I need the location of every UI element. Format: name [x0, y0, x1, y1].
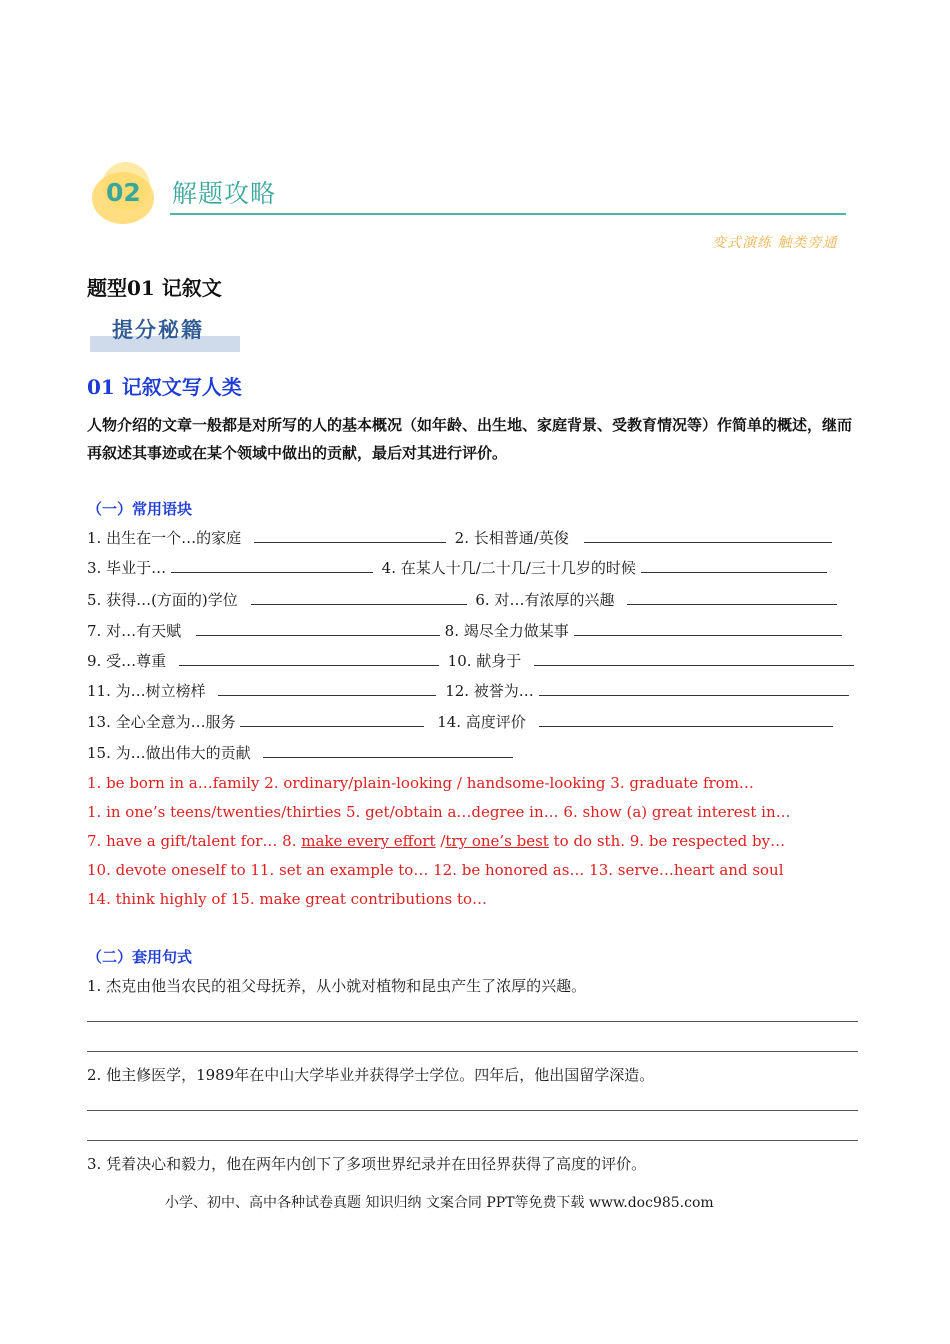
banner-subtitle: 变式演练 触类旁通 — [712, 235, 838, 251]
tip-label: 提分秘籍 — [112, 318, 204, 342]
answer-blank[interactable] — [574, 621, 842, 636]
phrase-item: 2. 长相普通/英俊 — [454, 529, 569, 547]
answer-line — [87, 831, 785, 851]
phrase-item: 10. 献身于 — [447, 652, 522, 670]
phrase-item: 14. 高度评价 — [437, 713, 526, 731]
phrase-item: 6. 对…有浓厚的兴趣 — [475, 591, 615, 609]
answer-text: 7. have a gift/talent for… 8. — [87, 832, 302, 850]
answer-line: 14. think highly of 15. make great contributions to… — [87, 890, 488, 908]
answer-blank[interactable] — [627, 590, 837, 605]
answer-text: to do sth. 9. be respected by… — [548, 832, 786, 850]
sentence-item: 3. 凭着决心和毅力，他在两年内创下了多项世界纪录并在田径界获得了高度的评价。 — [87, 1155, 647, 1173]
sentence-item: 2. 他主修医学，1989年在中山大学毕业并获得学士学位。四年后，他出国留学深造。 — [87, 1066, 655, 1084]
phrase-item: 12. 被誉为… — [445, 682, 534, 700]
answer-blank[interactable] — [251, 590, 467, 605]
phrase-item: 15. 为…做出伟大的贡献 — [87, 744, 251, 762]
answer-blank[interactable] — [584, 528, 832, 543]
answer-line: 1. in one’s teens/twenties/thirties 5. get/obtain a…degree in… 6. show (a) great interest in… — [87, 803, 791, 821]
answer-line-blank[interactable] — [87, 1021, 858, 1022]
answer-line-blank[interactable] — [87, 1140, 858, 1141]
answer-blank[interactable] — [218, 681, 436, 696]
phrase-row — [87, 590, 837, 610]
answer-line-blank[interactable] — [87, 1051, 858, 1052]
answer-blank[interactable] — [539, 712, 833, 727]
answer-underlined: try one’s best — [445, 832, 549, 850]
answer-line-blank[interactable] — [87, 1110, 858, 1111]
phrase-item: 3. 毕业于… — [87, 559, 167, 577]
section-title: 01 记叙文写人类 — [87, 375, 242, 399]
phrase-row — [87, 651, 854, 671]
page-footer: 小学、初中、高中各种试卷真题 知识归纳 文案合同 PPT等免费下载 www.doc985.com — [165, 1195, 714, 1211]
answer-underlined: make every effort — [301, 832, 436, 850]
phrase-item: 11. 为…树立榜样 — [87, 682, 206, 700]
answer-blank[interactable] — [539, 681, 849, 696]
phrase-item: 7. 对…有天赋 — [87, 622, 182, 640]
phrase-row — [87, 712, 833, 732]
answer-line: 1. be born in a…family 2. ordinary/plain-looking / handsome-looking 3. graduate from… — [87, 774, 754, 792]
section-number: 02 — [106, 178, 141, 207]
answer-blank[interactable] — [179, 651, 439, 666]
phrases-title: （一）常用语块 — [87, 500, 193, 518]
banner-title: 解题攻略 — [172, 179, 277, 208]
answer-blank[interactable] — [263, 743, 513, 758]
answer-blank[interactable] — [534, 651, 854, 666]
phrase-row — [87, 743, 513, 763]
phrase-row — [87, 528, 832, 548]
phrase-item: 8. 竭尽全力做某事 — [444, 622, 569, 640]
section-number-badge — [92, 162, 170, 224]
phrase-item: 13. 全心全意为…服务 — [87, 713, 236, 731]
answer-blank[interactable] — [171, 558, 373, 573]
sentence-item: 1. 杰克由他当农民的祖父母抚养，从小就对植物和昆虫产生了浓厚的兴趣。 — [87, 977, 587, 995]
phrase-row — [87, 558, 827, 578]
phrase-row — [87, 621, 842, 641]
answer-blank[interactable] — [240, 712, 424, 727]
answer-blank[interactable] — [196, 621, 440, 636]
phrase-row — [87, 681, 849, 701]
answer-line: 10. devote oneself to 11. set an example to… 12. be honored as… 13. serve…heart and soul — [87, 861, 784, 879]
tip-label-badge — [90, 314, 242, 354]
phrase-item: 5. 获得…(方面的)学位 — [87, 591, 238, 609]
intro-paragraph: 人物介绍的文章一般都是对所写的人的基本概况（如年龄、出生地、家庭背景、受教育情况等）作简单的概述，继而再叙述其事迹或在某个领域中做出的贡献，最后对其进行评价。 — [87, 416, 853, 462]
question-type-title: 题型01 记叙文 — [87, 276, 222, 300]
answer-blank[interactable] — [641, 558, 827, 573]
banner-divider — [170, 213, 846, 215]
phrase-item: 4. 在某人十几/二十几/三十几岁的时候 — [381, 559, 636, 577]
phrase-item: 1. 出生在一个…的家庭 — [87, 529, 242, 547]
phrase-item: 9. 受…尊重 — [87, 652, 167, 670]
answer-text: / — [435, 832, 446, 850]
sentences-title: （二）套用句式 — [87, 948, 193, 966]
answer-blank[interactable] — [254, 528, 446, 543]
